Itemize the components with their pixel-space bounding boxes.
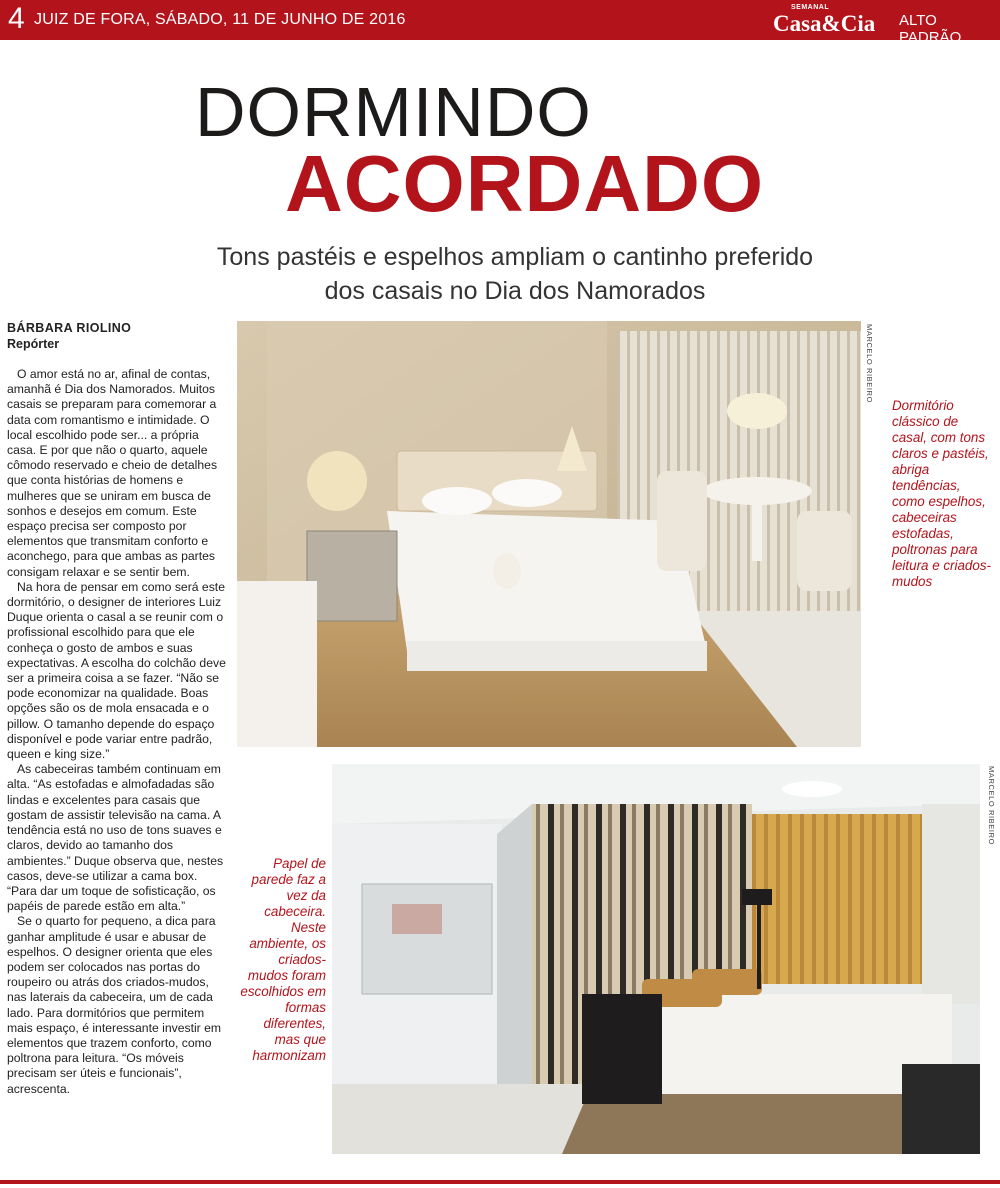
section-name: ALTO PADRÃO xyxy=(899,12,962,46)
photo-caption-2: Papel de parede faz a vez da cabeceira. Neste ambiente, os criados-mudos foram escolhidos em formas diferentes, mas que harmonizam xyxy=(240,856,326,1063)
paragraph: O amor está no ar, afinal de contas, amanhã é Dia dos Namorados. Muitos casais se preparam para comemorar a data com romantismo e intimidade. O local escolhido pode ser... a própria casa. E por que não o quarto, aquele cômodo reservado e cheio de detalhes que conta histórias de homens e mulheres que se uniram em busca de sonhos e desejos em comum. Este espaço precisa ser composto por elementos que transmitam conforto e aconchego, para que ambas as partes consigam relaxar e se sentir bem. xyxy=(7,367,218,579)
bedroom-photo-1 xyxy=(237,321,861,747)
article-body xyxy=(7,367,230,1097)
brand-name: Casa&Cia xyxy=(773,11,876,36)
paragraph: Na hora de pensar em como será este dormitório, o designer de interiores Luiz Duque orienta o casal a se reunir com o profissional escolhido para que ele conheça o gosto de ambos e suas expectativas. A escolha do colchão deve ser a primeira coisa a se fazer. “Não se pode economizar na qualidade. Boas opções são os de mola ensacada e o pillow. O tamanho depende do espaço disponível e pode variar entre padrão, queen e king size.” xyxy=(7,579,226,762)
subtitle-line-1: Tons pastéis e espelhos ampliam o cantinho preferido xyxy=(216,243,814,271)
brand-logo xyxy=(773,4,893,38)
author-name: BÁRBARA RIOLINO xyxy=(7,321,132,335)
issue-dateline: JUIZ DE FORA, SÁBADO, 11 DE JUNHO DE 2016 xyxy=(34,11,406,28)
photo-credit-1: MARCELO RIBEIRO xyxy=(865,324,874,404)
header-bar xyxy=(0,0,1000,46)
bedroom-photo-1-image xyxy=(237,321,861,747)
bottom-rule xyxy=(0,1180,1000,1184)
byline xyxy=(7,320,227,352)
subtitle-line-2: dos casais no Dia dos Namorados xyxy=(324,277,706,305)
bedroom-photo-2 xyxy=(332,764,980,1154)
photo-credit-2: MARCELO RIBEIRO xyxy=(987,766,996,846)
bedroom-photo-2-image xyxy=(332,764,980,1154)
page-number: 4 xyxy=(8,2,25,35)
headline-line-1: DORMINDO xyxy=(195,73,592,151)
paragraph: Se o quarto for pequeno, a dica para ganhar amplitude é usar e abusar de espelhos. O designer orienta que eles podem ser colocados nas portas do roupeiro ou atrás dos criados-mudos, nas laterais da cabeceira, um de cada lado. Para dormitórios que permitem mais espaço, é interessante investir em elementos que trazem conforto, como poltrona para leitura. “Os móveis precisam ser úteis e funcionais”, acrescenta. xyxy=(7,914,222,1096)
paragraph: As cabeceiras também continuam em alta. “As estofadas e almofadadas são lindas e excelentes para casais que gostam de assistir televisão na cama. A tendência está no uso de tons suaves e claros, devido ao tamanho dos ambientes.” Duque observa que, nestes casos, deve-se utilizar a cama box. “Para dar um toque de sofisticação, os papéis de parede estão em alta.” xyxy=(7,762,224,914)
subtitle xyxy=(200,240,830,308)
headline-line-2: ACORDADO xyxy=(285,139,765,228)
brand-kicker: SEMANAL xyxy=(791,4,830,11)
photo-caption-1: Dormitório clássico de casal, com tons claros e pastéis, abriga tendências, como espelhos, cabeceiras estofadas, poltronas para leitura e criados-mudos xyxy=(892,398,991,589)
author-role: Repórter xyxy=(7,337,60,351)
